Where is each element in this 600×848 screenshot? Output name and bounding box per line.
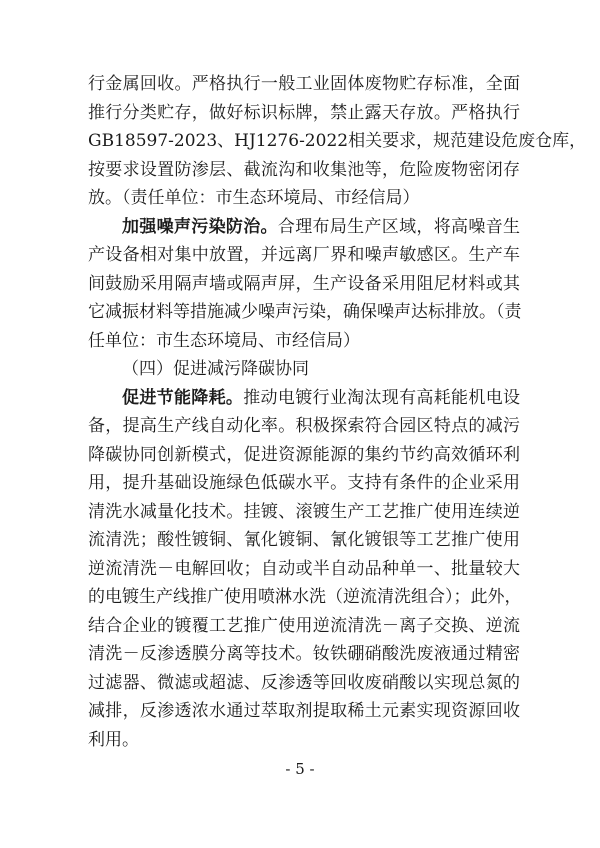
section-heading: （四）促进减污降碳协同 xyxy=(122,359,309,379)
text-line: 产设备相对集中放置，并远离厂界和噪声敏感区。生产车 xyxy=(88,245,520,265)
page-number: - 5 - xyxy=(285,760,315,778)
text-line: 任单位：市生态环境局、市经信局） xyxy=(88,330,360,351)
paragraph-title: 加强噪声污染防治。 xyxy=(122,216,278,237)
paragraph-noise-control xyxy=(88,213,520,356)
text-line: GB18597-2023、HJ1276-2022相关要求，规范建设危废仓库， xyxy=(88,131,587,151)
text-line: 过滤器、微滤或超滤、反渗透等回收废硝酸以实现总氮的 xyxy=(88,672,520,693)
text-line: 结合企业的镀覆工艺推广使用逆流清洗－离子交换、逆流 xyxy=(88,615,520,636)
text-line: 用，提升基础设施绿色低碳水平。支持有条件的企业采用 xyxy=(88,473,520,493)
text-line xyxy=(88,213,520,242)
text-segment: 推动电镀行业淘汰现有高耗能机电设 xyxy=(243,387,521,408)
text-line: 的电镀生产线推广使用喷淋水洗（逆流清洗组合）；此外， xyxy=(88,587,522,607)
text-line xyxy=(88,384,520,413)
text-line: 清洗－反渗透膜分离等技术。钕铁硼硝酸洗废液通过精密 xyxy=(88,644,520,664)
text-line: 按要求设置防渗层、截流沟和收集池等，危险废物密闭存 xyxy=(88,159,520,180)
text-line: 利用。 xyxy=(88,729,139,750)
text-line: 放。（责任单位：市生态环境局、市经信局） xyxy=(88,188,420,208)
text-line: 清洗水减量化技术。挂镀、滚镀生产工艺推广使用连续逆 xyxy=(88,501,520,522)
text-line: 行金属回收。严格执行一般工业固体废物贮存标准，全面 xyxy=(88,74,520,94)
text-line: 减排，反渗透浓水通过萃取剂提取稀土元素实现资源回收 xyxy=(88,701,520,721)
text-line: 备，提高生产线自动化率。积极探索符合园区特点的减污 xyxy=(88,416,520,436)
text-line: 降碳协同创新模式，促进资源能源的集约节约高效循环利 xyxy=(88,444,520,465)
paragraph-energy-saving xyxy=(88,384,520,755)
text-line: 间鼓励采用隔声墙或隔声屏，生产设备采用阻尼材料或其 xyxy=(88,273,520,294)
document-body xyxy=(88,70,587,754)
text-line: 逆流清洗－电解回收；自动或半自动品种单一、批量较大 xyxy=(88,558,520,579)
text-line: 流清洗；酸性镀铜、氰化镀铜、氰化镀银等工艺推广使用 xyxy=(88,530,520,550)
text-line: 推行分类贮存，做好标识标牌，禁止露天存放。严格执行 xyxy=(88,102,520,123)
paragraph-solid-waste xyxy=(88,70,587,213)
text-segment: 合理布局生产区域，将高噪音生 xyxy=(277,216,521,237)
text-line: 它减振材料等措施减少噪声污染，确保噪声达标排放。（责 xyxy=(88,302,522,322)
paragraph-title: 促进节能降耗。 xyxy=(122,387,244,408)
